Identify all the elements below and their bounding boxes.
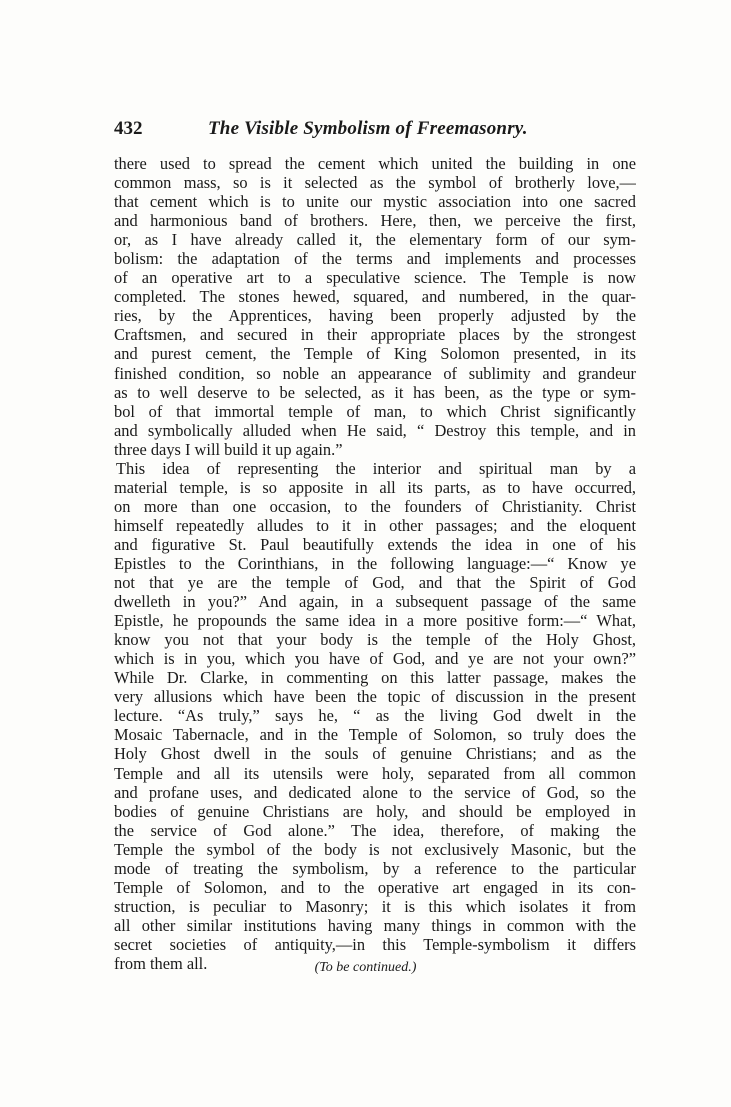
- text-line: ries, by the Apprentices, having been properly adjusted by the: [114, 306, 636, 326]
- text-line: and symbolically alluded when He said, “ Destroy this temple, and in: [114, 420, 636, 440]
- to-be-continued-note: (To be continued.): [314, 960, 417, 975]
- text-line: and purest cement, the Temple of King Solomon presented, in its: [114, 344, 636, 364]
- text-line: all other similar institutions having many things in common with the: [114, 915, 636, 935]
- text-line: and figurative St. Paul beautifully extends the idea in one of his: [114, 534, 636, 554]
- text-line: that cement which is to unite our mystic association into one sacred: [114, 192, 636, 212]
- text-line: This idea of representing the interior and spiritual man by a: [116, 458, 636, 478]
- text-line: on more than one occasion, to the founders of Christianity. Christ: [114, 496, 636, 516]
- text-line: bolism: the adaptation of the terms and implements and processes: [114, 249, 636, 269]
- text-line: not that ye are the temple of God, and that the Spirit of God: [114, 573, 636, 593]
- text-line: completed. The stones hewed, squared, and numbered, in the quar-: [114, 287, 636, 307]
- text-line: which is in you, which you have of God, and ye are not your own?”: [114, 649, 636, 669]
- text-line: Epistle, he propounds the same idea in a more positive form:—“ What,: [114, 611, 636, 631]
- text-line: bol of that immortal temple of man, to which Christ significantly: [114, 401, 636, 421]
- text-line: there used to spread the cement which united the building in one: [114, 154, 636, 173]
- page-number: 432: [114, 118, 143, 139]
- text-line: Temple of Solomon, and to the operative art engaged in its con-: [114, 877, 636, 897]
- text-line: bodies of genuine Christians are holy, and should be employed in: [114, 801, 636, 821]
- text-line: finished condition, so noble an appearance of sublimity and grandeur: [114, 363, 636, 383]
- text-line: of an operative art to a speculative science. The Temple is now: [114, 268, 636, 288]
- text-line: Epistles to the Corinthians, in the following language:—“ Know ye: [114, 553, 636, 573]
- text-line: himself repeatedly alludes to it in other passages; and the eloquent: [114, 515, 636, 535]
- text-line: secret societies of antiquity,—in this Temple-symbolism it differs: [114, 934, 636, 954]
- text-line: three days I will build it up again.”: [114, 439, 343, 459]
- text-line: the service of God alone.” The idea, therefore, of making the: [114, 820, 636, 840]
- text-line: Craftsmen, and secured in their appropriate places by the strongest: [114, 325, 636, 345]
- running-title: The Visible Symbolism of Freemasonry.: [208, 118, 528, 139]
- text-line: or, as I have already called it, the elementary form of our sym-: [114, 230, 636, 250]
- text-line: dwelleth in you?” And again, in a subsequent passage of the same: [114, 592, 636, 612]
- text-line: Holy Ghost dwell in the souls of genuine Christians; and as the: [114, 744, 636, 764]
- text-line: Temple and all its utensils were holy, separated from all common: [114, 763, 636, 783]
- text-line: very allusions which have been the topic of discussion in the present: [114, 687, 636, 707]
- text-line: material temple, is so apposite in all its parts, as to have occurred,: [114, 477, 636, 497]
- text-line: and harmonious band of brothers. Here, then, we perceive the first,: [114, 211, 636, 231]
- text-line: lecture. “As truly,” says he, “ as the living God dwelt in the: [114, 706, 636, 726]
- text-line: from them all.: [114, 953, 208, 973]
- text-line: and profane uses, and dedicated alone to the service of God, so the: [114, 782, 636, 802]
- text-line: mode of treating the symbolism, by a reference to the particular: [114, 858, 636, 878]
- text-line: as to well deserve to be selected, as it has been, as the type or sym-: [114, 382, 636, 402]
- text-line: know you not that your body is the temple of the Holy Ghost,: [114, 630, 636, 650]
- text-line: While Dr. Clarke, in commenting on this latter passage, makes the: [114, 668, 636, 688]
- page-header: [114, 118, 636, 144]
- text-line: struction, is peculiar to Masonry; it is this which isolates it from: [114, 896, 636, 916]
- text-line: Mosaic Tabernacle, and in the Temple of Solomon, so truly does the: [114, 725, 636, 745]
- text-line: Temple the symbol of the body is not exclusively Masonic, but the: [114, 839, 636, 859]
- body-text: [114, 154, 636, 973]
- text-line: common mass, so is it selected as the symbol of brotherly love,—: [114, 173, 636, 193]
